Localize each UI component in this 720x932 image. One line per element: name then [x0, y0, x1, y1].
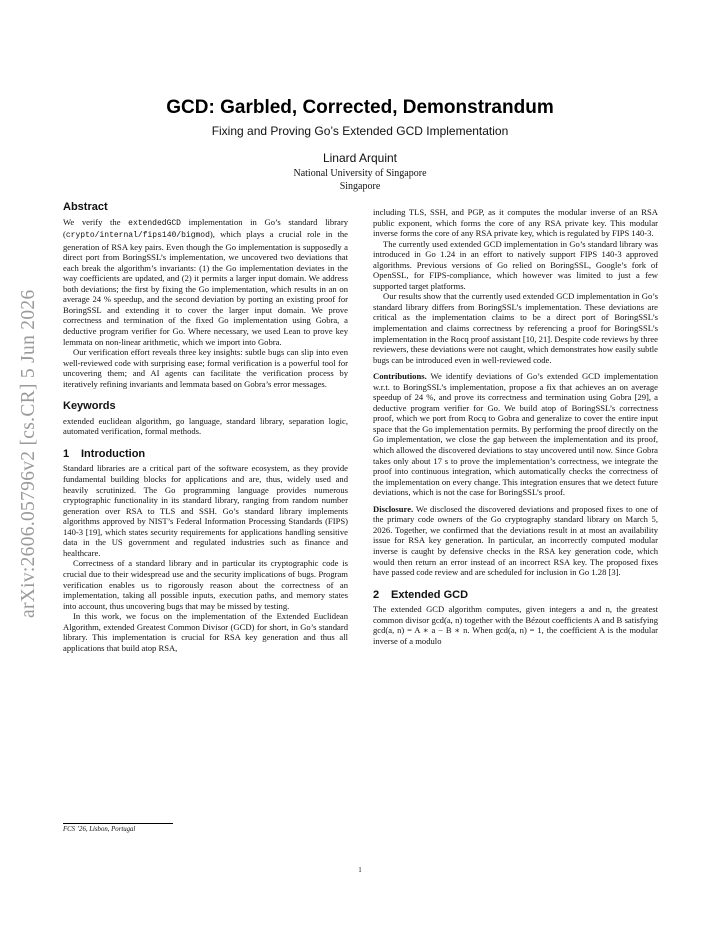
- go-history-paragraph: The currently used extended GCD implementation in Go’s standard library was introduced in Go 1.24 in an effort to natively support FIPS 140-3 approved algorithms. Previous versions of Go relied on BoringSSL, Google’s fork of OpenSSL, for FIPS-compliance, which however was limited to just a few supported target platforms.: [373, 238, 658, 291]
- arxiv-identifier-stamp: arXiv:2606.05796v2 [cs.CR] 5 Jun 2026: [18, 289, 39, 618]
- right-column: [373, 207, 658, 646]
- section-number: 1: [63, 447, 70, 460]
- page-number: 1: [358, 866, 362, 874]
- disclosure-paragraph: Disclosure. We disclosed the discovered deviations and proposed fixes to one of the primary code owners of the Go cryptography standard library on March 5, 2026. Together, we confirmed that the deviations result in at most an availability issue for RSA key generation. In particular, an incorrectly computed modular inverse is caught by defensive checks in the RSA key generation code, which would then return an error instead of an incorrect RSA key. The proposed fixes have passed code review and are scheduled for inclusion in Go 1.28 [3].: [373, 503, 658, 578]
- abstract-paragraph-2: Our verification effort reveals three key insights: subtle bugs can slip into even well-reviewed code with surprising ease; formal verification is a powerful tool for uncovering them; and AI agents can facilitate the verification process by iteratively refining invariants and lemmata based on Gobra’s error messages.: [63, 347, 348, 389]
- disclosure-runin-heading: Disclosure.: [373, 503, 414, 514]
- results-paragraph: Our results show that the currently used extended GCD implementation in Go’s standard library differs from BoringSSL’s implementation. These deviations are critical as the implementation claims to be a direct port of BoringSSL’s implementation and claims correctness by referencing a proof for BoringSSL’s implementation in the Rocq proof assistant [10, 21]. Despite code reviews by three reviewers, these deviations were not caught, which demonstrates how easily subtle bugs can be introduced even in well-reviewed code.: [373, 291, 658, 365]
- intro-paragraph-1: Standard libraries are a critical part of the software ecosystem, as they provide fundamental building blocks for applications and are, thus, widely used and heavily scrutinized. The Go programming language provides numerous cryptographic functionality in its standard library, ranging from random number generation over RSA to TLS and SSH. Go’s standard library implements algorithms approved by NIST’s Federal Information Processing Standards (FIPS) 140-3 [19], which states security requirements for applications handling sensitive data in the US government and regulated industries such as finance and healthcare.: [63, 463, 348, 558]
- intro-continued-paragraph: including TLS, SSH, and PGP, as it computes the modular inverse of an RSA public exponent, which forms the core of any RSA private key. This modular inverse forms the core of any RSA private key, which is regulated by FIPS 140-3.: [373, 207, 658, 239]
- abstract-heading: Abstract: [63, 201, 108, 213]
- paper-title: GCD: Garbled, Corrected, Demonstrandum: [166, 97, 554, 118]
- intro-paragraph-2: Correctness of a standard library and in particular its cryptographic code is crucial due to their widespread use and the security implications of bugs. Program verification enables us to rigorously reason about the correctness of an implementation, taking all possible inputs, execution paths, and memory states into account, thus uncovering bugs that may be missed by testing.: [63, 558, 348, 611]
- keywords-text: extended euclidean algorithm, go language, standard library, separation logic, automated verification, formal methods.: [63, 415, 348, 437]
- contributions-runin-heading: Contributions.: [373, 371, 427, 382]
- contributions-paragraph: Contributions. We identify deviations of Go’s extended GCD implementation w.r.t. to BoringSSL’s implementation, propose a fix that achieves an on average speedup of 24 %, and prove its correctness and termination using Gobra [29], a deductive program verifier for Go. We build atop of BoringSSL’s correctness proof, which we port from Rocq to Gobra and generalize to cover the entire input space that the Go implementation permits. By performing the proof directly on the Go implementation, we close the gap between the implementation and its proof, which allowed the discovered deviations to stay uncovered until now. Since Gobra takes only about 17 s to prove the implementation’s correctness, we integrate the proof into continuous integration, which automatically checks the correctness of the implementation on every change. This integration ensures that we detect future deviations, which is not the case for BoringSSL’s proof.: [373, 371, 658, 498]
- extended-gcd-paragraph: The extended GCD algorithm computes, given integers a and n, the greatest common divisor gcd(a, n) together with the Bézout coefficients A and B satisfying gcd(a, n) = A ∗ a − B ∗ n. When gcd(a, n) = 1, the coefficient A is the modular inverse of a modulo: [373, 604, 658, 646]
- introduction-heading: 1 Introduction: [63, 447, 146, 460]
- affiliation-institution: National University of Singapore: [293, 168, 427, 179]
- code-extendedgcd: extendedGCD: [128, 218, 181, 228]
- author-affiliation: [0, 167, 720, 193]
- left-column: [63, 202, 348, 653]
- paper-subtitle: Fixing and Proving Go’s Extended GCD Implementation: [211, 124, 509, 138]
- venue-footnote: FCS ’26, Lisbon, Portugal: [63, 826, 136, 833]
- author-name: Linard Arquint: [322, 151, 398, 165]
- section-number: 2: [373, 588, 380, 601]
- footnote-divider: [63, 823, 173, 824]
- keywords-heading: Keywords: [63, 400, 116, 413]
- intro-paragraph-3: In this work, we focus on the implementation of the Extended Euclidean Algorithm, extended Greatest Common Divisor (GCD) for short, in Go’s standard library. This implementation is crucial for RSA key generation and thus all applications that build atop RSA,: [63, 611, 348, 653]
- abstract-paragraph-1: We verify the extendedGCD implementation in Go’s standard library (crypto/internal/fips140/bigmod), which plays a crucial role in the generation of RSA key pairs. Even though the Go implementation is supposedly a direct port from BoringSSL’s implementation, we uncovered two deviations that each break the algorithm’s invariants: (1) the Go implementation deviates in the way coefficients are updated, and (2) it permits a larger input domain. We address both deviations; the first by fixing the Go implementation, which results in an on average 24 % speedup, and the second deviation by porting an existing proof for BoringSSL and extending it to cover the larger input domain. We prove correctness and termination of the fixed Go implementation using Gobra, a deductive program verifier for Go. Where necessary, we used Lean to prove key lemmata on non-linear arithmetic, which we import into Gobra.: [63, 216, 348, 347]
- code-bigmod-path: crypto/internal/fips140/bigmod: [65, 231, 210, 241]
- extended-gcd-heading: 2 Extended GCD: [373, 588, 469, 601]
- affiliation-country: Singapore: [339, 181, 381, 192]
